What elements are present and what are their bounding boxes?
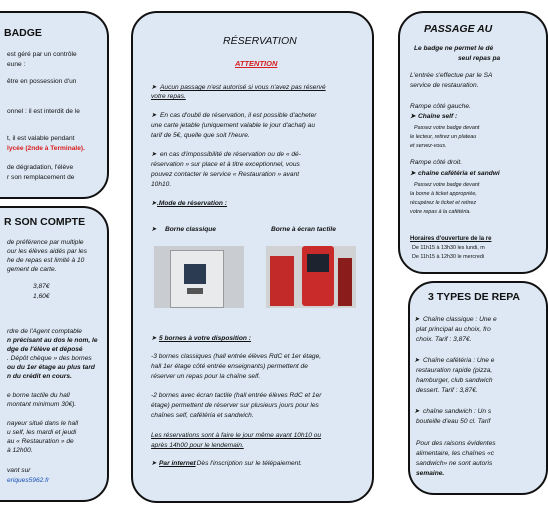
account-line: au « Restauration » de xyxy=(7,438,74,445)
internet-label: Par internet xyxy=(159,460,196,467)
borne-tactile-label: Borne à écran tactile xyxy=(271,226,336,233)
borne-tactile-image xyxy=(266,246,356,308)
bullet-arrow-icon: ➤ xyxy=(151,200,157,207)
bullet-arrow-icon: ➤ xyxy=(151,335,157,342)
passage-line: Rampe côté droit. xyxy=(410,159,463,166)
badge-heading: BADGE xyxy=(4,27,42,39)
reservation-panel xyxy=(131,11,374,503)
passage-panel xyxy=(398,11,548,274)
passage-line: récupérez le ticket et retirez xyxy=(410,200,477,206)
badge-line: onnel : il est interdit de le xyxy=(7,108,80,115)
bullet-arrow-icon: ➤ xyxy=(151,112,157,119)
meal-line: dessert. Tarif : 3,87€. xyxy=(416,387,478,394)
account-line: e borne tactile du hall xyxy=(7,392,70,399)
account-line: de préférence par multiple xyxy=(7,239,84,246)
account-line: he de repas est limité à 10 xyxy=(7,257,85,264)
passage-line: Passez votre badge devant xyxy=(414,125,480,131)
passage-line: le lecteur, retirez un plateau xyxy=(410,134,477,140)
bullet-arrow-icon: ➤ xyxy=(151,460,157,467)
meal-line: semaine. xyxy=(416,470,445,477)
dispo-heading: 5 bornes à votre disposition : xyxy=(159,335,251,342)
rule-line: en cas d'impossibilité de réservation ou de « dé- xyxy=(160,151,301,158)
passage-sub: seul repas pa xyxy=(458,55,501,62)
passage-line: et servez-vous. xyxy=(410,143,447,149)
bullet-arrow-icon: ➤ xyxy=(410,113,416,120)
meal-line: choix. Tarif : 3,87€. xyxy=(416,336,472,343)
rule-line: tarif de 5€, quelle que soit l'heure. xyxy=(151,132,250,139)
badge-line: eune : xyxy=(7,61,26,68)
rule-line: Aucun passage n'est autorisé si vous n'avez pas réservé xyxy=(160,84,326,91)
attention-label: ATTENTION xyxy=(235,59,278,68)
meal-types-panel xyxy=(408,281,548,495)
borne-classique-label: Borne classique xyxy=(165,226,216,233)
meal-line: Chaîne cafétéria : Une e xyxy=(423,357,495,364)
meal-line: Chaîne classique : Une e xyxy=(423,316,497,323)
meal-line: alimentaire, les chaînes «c xyxy=(416,450,495,457)
badge-line: r son remplacement de xyxy=(7,174,75,181)
dispo-line: étage) permettent de réserver sur plusieurs jours pour les xyxy=(151,402,319,409)
reservation-title: RÉSERVATION xyxy=(223,35,297,47)
account-line: ou du 1er étage au plus tard xyxy=(7,364,95,371)
account-line: our les élèves aidés par les xyxy=(7,248,87,255)
opening-hours: De 11h15 à 12h30 le mercredi xyxy=(412,254,485,260)
dispo-line: -2 bornes avec écran tactile (hall entrée élèves RdC et 1er xyxy=(151,392,322,399)
passage-line: chaîne cafétéria et sandwi xyxy=(418,170,500,177)
meal-line: chaîne sandwich : Un s xyxy=(423,408,492,415)
passage-line: Rampe côté gauche. xyxy=(410,103,471,110)
meal-types-heading: 3 TYPES DE REPA xyxy=(428,291,520,303)
bullet-arrow-icon: ➤ xyxy=(151,226,157,233)
badge-line: de dégradation, l'élève xyxy=(7,164,74,171)
account-line: u self, les mardi et jeudi xyxy=(7,429,77,436)
account-line: vant sur xyxy=(7,467,31,474)
mode-heading: .Mode de réservation : xyxy=(157,200,227,207)
account-line: . Dépôt chèque » des bornes xyxy=(7,355,92,362)
account-line: nayeur situé dans le hall xyxy=(7,420,79,427)
account-line: gement de carte. xyxy=(7,266,57,273)
passage-line: Passez votre badge devant xyxy=(414,182,480,188)
meal-line: plat principal au choix, fro xyxy=(416,326,491,333)
bullet-arrow-icon: ➤ xyxy=(414,357,420,364)
passage-heading: PASSAGE AU xyxy=(424,23,493,35)
account-line: à 12h00. xyxy=(7,447,33,454)
badge-panel xyxy=(0,11,109,199)
reservation-timing: après 14h00 pour le lendemain. xyxy=(151,442,244,449)
bullet-arrow-icon: ➤ xyxy=(414,316,420,323)
badge-line-highlight: lycée (2nde à Terminale). xyxy=(7,145,85,152)
rule-line: pouvez contacter le service « Restauration » avant xyxy=(151,171,300,178)
rule-line: une carte jetable (uniquement valable le jour d'achat) au xyxy=(151,122,316,129)
badge-line: t, il est valable pendant xyxy=(7,135,75,142)
meal-line: Pour des raisons évidentes xyxy=(416,440,496,447)
passage-line: votre repas à la cafétéria. xyxy=(410,209,471,215)
meal-line: sandwich» ne sont autoris xyxy=(416,460,493,467)
borne-classique-image xyxy=(154,246,244,308)
account-heading: R SON COMPTE xyxy=(4,216,86,228)
opening-hours-heading: Horaires d'ouverture de la re xyxy=(410,236,492,242)
reservation-timing: Les réservations sont à faire le jour même avant 10h10 ou xyxy=(151,432,322,439)
account-line: n du crédit en cours. xyxy=(7,373,72,380)
dispo-line: réserver un repas pour la chaîne self. xyxy=(151,373,261,380)
opening-hours: De 11h15 à 13h30 les lundi, m xyxy=(412,245,485,251)
dispo-line: -3 bornes classiques (hall entrée élèves RdC et 1er étage, xyxy=(151,353,322,360)
dispo-line: chaînes self, cafétéria et sandwich. xyxy=(151,412,254,419)
badge-line: être en possession d'un xyxy=(7,78,77,85)
passage-line: service de restauration. xyxy=(410,82,479,89)
badge-line: est géré par un contrôle xyxy=(7,51,77,58)
price-value: 3,87€ xyxy=(33,283,50,290)
meal-line: hamburger, club sandwich xyxy=(416,377,493,384)
rule-line: 10h10. xyxy=(151,181,172,188)
rule-line: En cas d'oubli de réservation, il est possible d'acheter xyxy=(160,112,317,119)
account-line: n précisant au dos le nom, le xyxy=(7,337,98,344)
bullet-arrow-icon: ➤ xyxy=(151,151,157,158)
account-line: dge de l'élève et déposé xyxy=(7,346,83,353)
bullet-arrow-icon: ➤ xyxy=(414,408,420,415)
passage-line: la borne à ticket appropriée, xyxy=(410,191,477,197)
account-line: montant minimum 30€). xyxy=(7,401,77,408)
account-line: rdre de l'Agent comptable xyxy=(7,328,82,335)
rule-line: réservation » sur place et à titre exceptionnel, vous xyxy=(151,161,300,168)
website-link[interactable]: eriques5962.fr xyxy=(7,477,50,484)
bullet-arrow-icon: ➤ xyxy=(151,84,157,91)
passage-sub: Le badge ne permet le dé xyxy=(414,45,494,52)
price-value: 1,60€ xyxy=(33,293,50,300)
bullet-arrow-icon: ➤ xyxy=(410,170,416,177)
meal-line: restauration rapide (pizza, xyxy=(416,367,493,374)
dispo-line: hall 1er étage côté entrée enseignants) permettent de xyxy=(151,363,308,370)
passage-line: L'entrée s'effectue par le SA xyxy=(410,72,493,79)
meal-line: bouteille d'eau 50 cl. Tarif xyxy=(416,418,491,425)
rule-line: votre repas. xyxy=(151,93,186,100)
passage-line: Chaîne self : xyxy=(418,113,458,120)
internet-text: : Dès l'inscription sur le télépaiement. xyxy=(193,460,303,467)
account-panel xyxy=(0,206,109,502)
